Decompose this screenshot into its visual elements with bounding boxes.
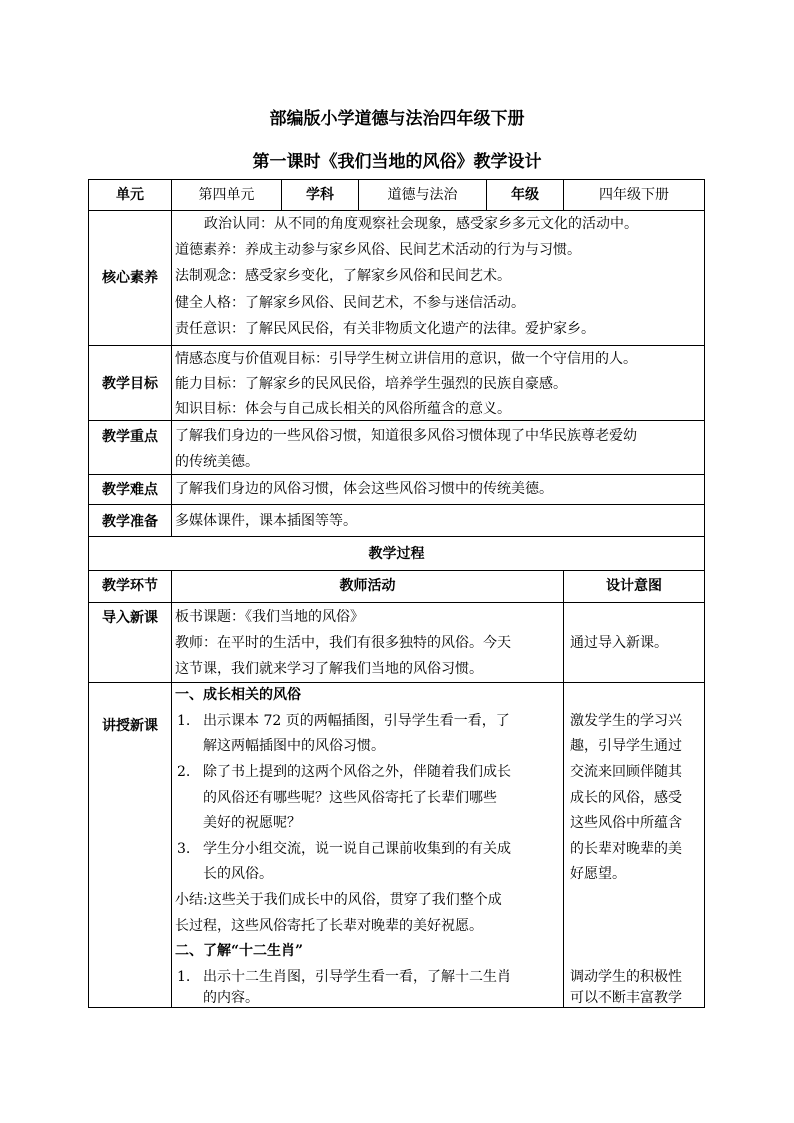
core-label: 核心素养 [102, 270, 158, 286]
key-line: 的传统美德。 [175, 454, 259, 470]
intro-line: 这节课，我们就来学习了解我们当地的风俗习惯。 [175, 661, 483, 677]
intro-line: 教师：在平时的生活中，我们有很多独特的风俗。今天 [175, 635, 511, 651]
list-item: 出示十二生肖图，引导学生看一看，了解十二生肖 [203, 969, 511, 985]
intent-line: 可以不断丰富教学 [570, 990, 682, 1006]
list-item: 除了书上提到的这两个风俗之外，伴随着我们成长 [203, 764, 511, 780]
summary-line: 小结:这些关于我们成长中的风俗，贯穿了我们整个成 [175, 892, 502, 908]
subject-value: 道德与法治 [387, 187, 458, 203]
process-col-teacher: 教师活动 [339, 578, 396, 594]
process-col-stage: 教学环节 [102, 578, 158, 594]
list-number: 1. [177, 713, 191, 729]
intro-intent: 通过导入新课。 [570, 635, 668, 651]
difficulty-text: 了解我们身边的风俗习惯，体会这些风俗习惯中的传统美德。 [175, 481, 553, 497]
list-number: 1. [177, 969, 191, 985]
list-item: 长的风俗。 [203, 866, 273, 882]
prep-text: 多媒体课件，课本插图等等。 [175, 513, 357, 529]
process-title: 教学过程 [368, 546, 425, 562]
goals-line: 情感态度与价值观目标：引导学生树立讲信用的意识，做一个守信用的人。 [175, 351, 637, 367]
intent-line: 交流来回顾伴随其 [570, 764, 682, 780]
key-line: 了解我们身边的一些风俗习惯，知道很多风俗习惯体现了中华民族尊老爱幼 [175, 428, 637, 444]
list-item: 学生分小组交流，说一说自己课前收集到的有关成 [203, 841, 511, 857]
core-line: 道德素养：养成主动参与家乡风俗、民间艺术活动的行为与习惯。 [175, 242, 581, 258]
intent-line: 调动学生的积极性 [570, 969, 682, 985]
section-heading: 二、了解“十二生肖” [175, 943, 304, 959]
list-number: 3. [177, 841, 191, 857]
intro-label: 导入新课 [102, 610, 158, 626]
lesson-title: 第一课时《我们当地的风俗》教学设计 [252, 152, 542, 172]
intent-line: 的长辈对晚辈的美 [570, 841, 682, 857]
core-line: 责任意识：了解民风民俗，有关非物质文化遗产的法律。爱护家乡。 [175, 321, 595, 337]
unit-value: 第四单元 [198, 187, 255, 203]
list-item: 的内容。 [203, 990, 259, 1006]
list-item: 解这两幅插图中的风俗习惯。 [203, 738, 385, 754]
goals-label: 教学目标 [102, 376, 158, 392]
subject-label: 学科 [306, 187, 334, 203]
list-item: 出示课本 72 页的两幅插图，引导学生看一看，了 [203, 713, 510, 729]
document-title: 部编版小学道德与法治四年级下册 [269, 109, 525, 129]
goals-line: 知识目标：体会与自己成长相关的风俗所蕴含的意义。 [175, 401, 511, 417]
intent-line: 这些风俗中所蕴含 [570, 815, 682, 831]
core-line: 政治认同：从不同的角度观察社会现象，感受家乡多元文化的活动中。 [204, 216, 638, 232]
lesson-plan-table [88, 179, 705, 1008]
unit-label: 单元 [116, 187, 144, 203]
lecture-label: 讲授新课 [102, 718, 158, 734]
key-label: 教学重点 [102, 429, 158, 445]
prep-label: 教学准备 [102, 514, 158, 530]
intent-line: 激发学生的学习兴 [570, 713, 682, 729]
process-col-intent: 设计意图 [606, 578, 662, 594]
grade-label: 年级 [511, 187, 539, 203]
goals-line: 能力目标：了解家乡的民风民俗，培养学生强烈的民族自豪感。 [175, 376, 567, 392]
intent-line: 好愿望。 [570, 866, 626, 882]
section-heading: 一、成长相关的风俗 [175, 687, 301, 703]
intent-line: 成长的风俗，感受 [570, 790, 682, 806]
core-line: 健全人格：了解家乡风俗、民间艺术，不参与迷信活动。 [175, 295, 525, 311]
grade-value: 四年级下册 [599, 187, 669, 203]
difficulty-label: 教学难点 [102, 482, 158, 498]
list-item: 的风俗还有哪些呢？这些风俗寄托了长辈们哪些 [203, 790, 497, 806]
intro-line: 板书课题：《我们当地的风俗》 [175, 609, 364, 625]
summary-line: 长过程，这些风俗寄托了长辈对晚辈的美好祝愿。 [175, 918, 483, 934]
core-line: 法制观念：感受家乡变化，了解家乡风俗和民间艺术。 [175, 268, 511, 284]
intent-line: 趣，引导学生通过 [570, 738, 682, 754]
list-item: 美好的祝愿呢？ [203, 815, 301, 831]
list-number: 2. [177, 764, 191, 780]
